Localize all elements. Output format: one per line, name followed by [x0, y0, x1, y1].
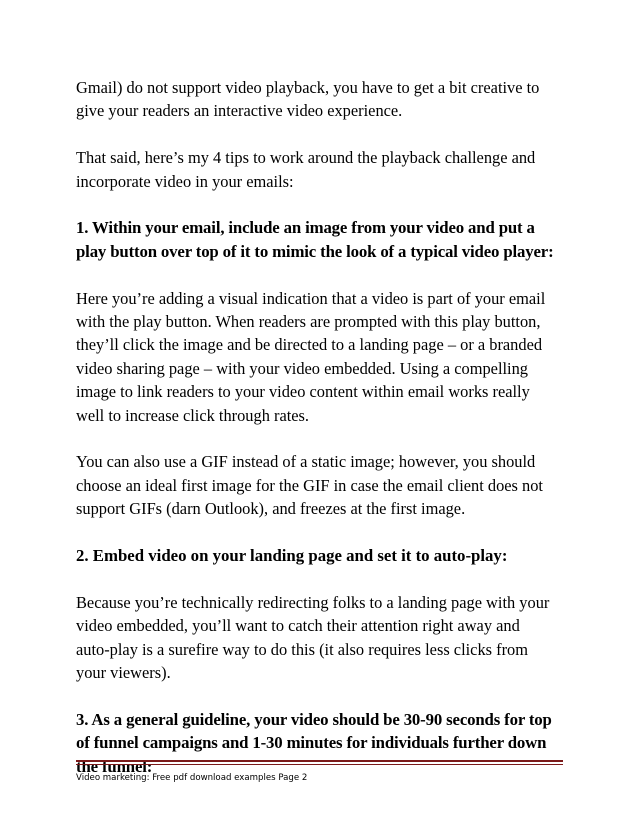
section-heading [76, 216, 576, 263]
text-line: well to increase click through rates. [76, 405, 310, 425]
heading-line: the funnel: [76, 756, 153, 776]
body-paragraph [76, 287, 576, 427]
text-line: Here you’re adding a visual indication that a video is part of your email [76, 288, 546, 308]
footer-rule-thin [76, 764, 563, 765]
text-line: video sharing page – with your video embedded. Using a compelling [76, 358, 529, 378]
heading-line: 1. Within your email, include an image from your video and put a [76, 218, 535, 238]
text-line: give your readers an interactive video experience. [76, 101, 403, 121]
text-line: video embedded, you’ll want to catch their attention right away and [76, 616, 520, 636]
text-line: That said, here’s my 4 tips to work around the playback challenge and [76, 148, 536, 168]
page-footer: Video marketing: Free pdf download examples Page 2 [76, 773, 308, 783]
text-line: choose an ideal first image for the GIF in case the email client does not [76, 475, 543, 495]
body-paragraph [76, 76, 576, 123]
text-line: with the play button. When readers are prompted with this play button, [76, 312, 541, 332]
text-line: your viewers). [76, 663, 171, 683]
body-paragraph [76, 450, 576, 520]
text-line: support GIFs (darn Outlook), and freezes at the first image. [76, 499, 466, 519]
body-paragraph [76, 591, 576, 685]
text-line: You can also use a GIF instead of a static image; however, you should [76, 452, 536, 472]
text-line: incorporate video in your emails: [76, 171, 294, 191]
body-paragraph [76, 146, 576, 193]
section-heading [76, 544, 576, 567]
section-heading [76, 708, 576, 778]
text-line: image to link readers to your video content within email works really [76, 382, 530, 402]
page-body [76, 76, 576, 778]
heading-line: of funnel campaigns and 1-30 minutes for individuals further down [76, 733, 547, 753]
text-line: Gmail) do not support video playback, you have to get a bit creative to [76, 78, 540, 97]
heading-line: 3. As a general guideline, your video should be 30-90 seconds for top [76, 709, 552, 729]
heading-line: 2. Embed video on your landing page and set it to auto-play: [76, 546, 508, 566]
text-line: auto-play is a surefire way to do this (it also requires less clicks from [76, 639, 528, 659]
footer-rule [76, 760, 563, 762]
text-line: Because you’re technically redirecting folks to a landing page with your [76, 592, 550, 612]
text-line: they’ll click the image and be directed to a landing page – or a branded [76, 335, 543, 355]
heading-line: play button over top of it to mimic the look of a typical video player: [76, 241, 554, 261]
